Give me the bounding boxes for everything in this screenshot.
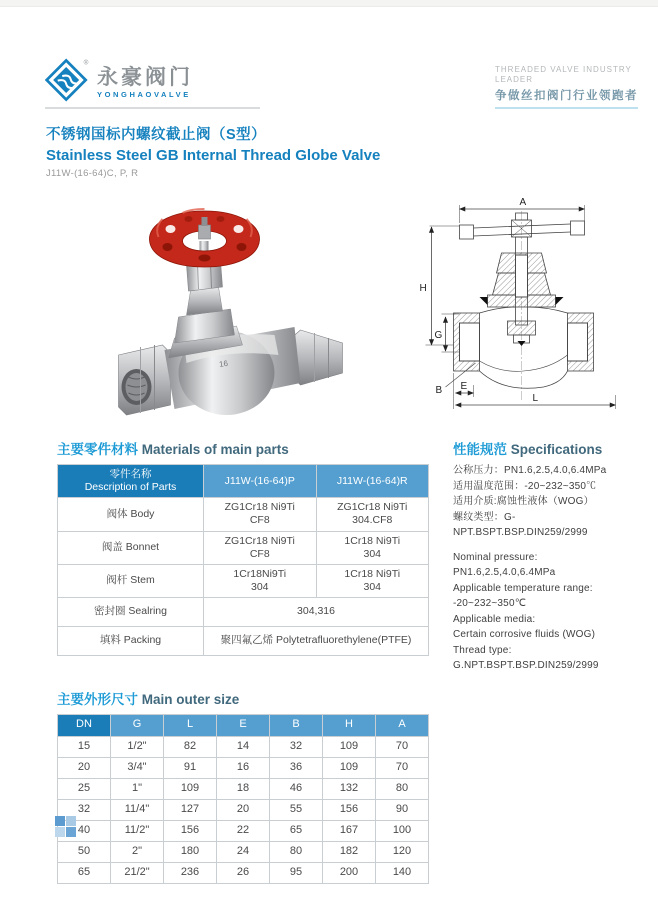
size-section [57,688,646,884]
size-value-cell: 1/2" [111,736,164,757]
size-value-cell: 156 [164,820,217,841]
size-table-row [58,757,429,778]
size-value-cell: 70 [376,736,429,757]
size-value-cell: 80 [376,778,429,799]
part-name-cell: 阀体 Body [58,498,204,531]
size-value-cell: 109 [164,778,217,799]
page-top-edge [0,0,658,7]
size-value-cell: 65 [270,820,323,841]
materials-column-header: J11W-(16-64)P [204,465,317,498]
tagline-cn: 争做丝扣阀门行业领跑者 [495,90,638,102]
size-value-cell: 140 [376,862,429,883]
spec-line-cn: 适用介质:腐蚀性液体（WOG） [453,496,594,507]
material-value-cell: ZG1Cr18 Ni9Ti CF8 [204,531,317,564]
size-value-cell: 132 [323,778,376,799]
page-header [45,57,638,109]
size-table-row [58,799,429,820]
size-table-row [58,862,429,883]
specs-heading-cn: 性能规范 [453,442,507,457]
valve-right-port [292,330,342,385]
size-value-cell: 40 [58,820,111,841]
size-column-header: E [217,714,270,736]
materials-table-row [58,598,429,627]
size-value-cell: 65 [58,862,111,883]
part-name-cell: 阀杆 Stem [58,564,204,597]
body-cast-mark: 16 [218,358,229,369]
product-images-row [100,195,648,420]
spec-line-en: PN1.6,2.5,4.0,6.4MPa [453,567,556,578]
specs-lines-cn [453,463,646,541]
size-value-cell: 90 [376,799,429,820]
material-value-cell: ZG1Cr18 Ni9Ti 304.CF8 [316,498,429,531]
size-value-cell: 236 [164,862,217,883]
size-value-cell: 11/2" [111,820,164,841]
size-value-cell: 11/4" [111,799,164,820]
product-title-en: Stainless Steel GB Internal Thread Globe Valve [46,147,381,164]
size-table-row [58,820,429,841]
part-name-cell: 密封圈 Sealring [58,598,204,627]
size-heading [57,688,646,708]
materials-table-row [58,498,429,531]
size-column-header: DN [58,714,111,736]
brand-name-cn: 永豪阀门 [97,66,193,89]
materials-table-row [58,627,429,656]
size-column-header: L [164,714,217,736]
dim-label-e: E [460,381,468,392]
valve-handwheel [149,209,259,267]
size-value-cell: 55 [270,799,323,820]
part-name-cell: 阀盖 Bonnet [58,531,204,564]
size-value-cell: 167 [323,820,376,841]
size-column-header: H [323,714,376,736]
size-value-cell: 24 [217,841,270,862]
size-value-cell: 91 [164,757,217,778]
valve-diagram [399,195,648,420]
footer-decorative-squares [55,816,76,837]
materials-heading-en: Materials of main parts [141,442,289,457]
size-value-cell: 156 [323,799,376,820]
material-value-cell: ZG1Cr18 Ni9Ti CF8 [204,498,317,531]
spec-line-en: Nominal pressure: [453,551,538,563]
spec-line-en: Applicable media: [453,613,536,625]
materials-and-specs-zone [57,438,646,674]
spec-line-en: Thread type: [453,644,512,656]
size-value-cell: 20 [217,799,270,820]
material-value-cell: 聚四氟乙烯 Polytetrafluorethylene(PTFE) [204,627,429,656]
size-value-cell: 20 [58,757,111,778]
size-value-cell: 2" [111,841,164,862]
size-column-header: G [111,714,164,736]
spec-line-cn: 公称压力：PN1.6,2.5,4.0,6.4MPa [453,465,607,476]
size-value-cell: 26 [217,862,270,883]
size-value-cell: 70 [376,757,429,778]
size-heading-en: Main outer size [141,691,240,707]
materials-table-row [58,564,429,597]
size-value-cell: 15 [58,736,111,757]
dim-label-a: A [519,197,527,208]
size-table [57,714,429,884]
product-title-block [46,123,638,179]
size-value-cell: 80 [270,841,323,862]
yonghao-diamond-logo-icon [45,57,91,103]
size-table-row [58,736,429,757]
specifications-section [453,438,646,674]
spec-line-en: Applicable temperature range: [453,582,593,594]
size-table-row [58,841,429,862]
materials-table-row [58,531,429,564]
size-value-cell: 25 [58,778,111,799]
brand-block [45,57,260,109]
spec-line-en: Certain corrosive fluids (WOG) [453,629,596,640]
spec-line-cn: 螺纹类型：G-NPT.BSPT.BSP.DIN259/2999 [453,511,588,538]
dim-label-g: G [434,330,443,341]
materials-heading-cn: 主要零件材料 [57,442,138,457]
part-name-cell: 填料 Packing [58,627,204,656]
material-value-cell: 1Cr18 Ni9Ti 304 [316,531,429,564]
size-value-cell: 109 [323,736,376,757]
product-title-cn: 不锈钢国标内螺纹截止阀（S型） [46,127,267,143]
materials-table-head [58,465,429,498]
tagline-block [495,65,638,109]
materials-section [57,438,429,674]
size-value-cell: 16 [217,757,270,778]
size-value-cell: 14 [217,736,270,757]
valve-left-port [118,345,170,415]
spec-line-en: -20~232~350℃ [453,598,527,609]
product-model: J11W-(16-64)C, P, R [46,168,139,179]
size-value-cell: 3/4" [111,757,164,778]
size-value-cell: 109 [323,757,376,778]
size-value-cell: 32 [58,799,111,820]
size-value-cell: 82 [164,736,217,757]
size-value-cell: 22 [217,820,270,841]
size-value-cell: 18 [217,778,270,799]
valve-photo [100,195,359,420]
size-table-row [58,778,429,799]
materials-heading [57,438,429,458]
size-heading-cn: 主要外形尺寸 [57,691,138,707]
size-column-header: A [376,714,429,736]
materials-table [57,464,429,656]
size-value-cell: 100 [376,820,429,841]
spec-line-cn: 适用温度范围：-20~232~350℃ [453,480,597,492]
size-value-cell: 120 [376,841,429,862]
materials-column-header: 零件名称 Description of Parts [58,465,204,498]
size-value-cell: 200 [323,862,376,883]
material-value-cell: 304,316 [204,598,429,627]
size-value-cell: 36 [270,757,323,778]
specs-heading-en: Specifications [510,442,603,457]
size-value-cell: 95 [270,862,323,883]
material-value-cell: 1Cr18 Ni9Ti 304 [316,564,429,597]
size-column-header: B [270,714,323,736]
size-value-cell: 180 [164,841,217,862]
registered-mark: ® [83,59,89,67]
size-value-cell: 21/2" [111,862,164,883]
size-table-head [58,714,429,736]
brand-name-en: YONGHAOVALVE [97,90,191,99]
brand-text [97,57,193,99]
tagline-en-line1: THREADED VALVE INDUSTRY [495,65,632,74]
materials-column-header: J11W-(16-64)R [316,465,429,498]
size-value-cell: 46 [270,778,323,799]
dim-label-b: B [435,385,443,396]
size-value-cell: 32 [270,736,323,757]
size-value-cell: 1" [111,778,164,799]
size-value-cell: 127 [164,799,217,820]
dim-label-h: H [419,283,427,294]
specs-lines-en [453,550,646,674]
tagline-en-line2: LEADER [495,75,534,84]
spec-line-en: G.NPT.BSPT.BSP.DIN259/2999 [453,660,599,671]
dim-label-l: L [532,393,539,404]
material-value-cell: 1Cr18Ni9Ti 304 [204,564,317,597]
specs-heading [453,438,646,458]
size-value-cell: 182 [323,841,376,862]
size-value-cell: 50 [58,841,111,862]
